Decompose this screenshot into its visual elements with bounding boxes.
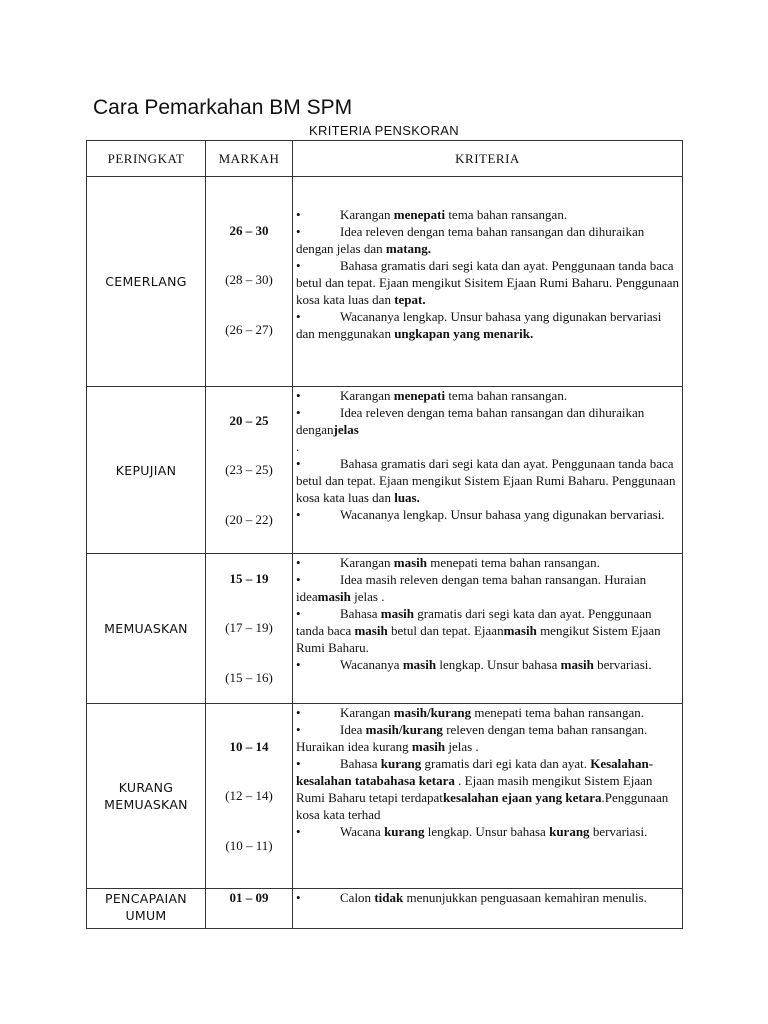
sub-range: (23 – 25) xyxy=(225,462,273,477)
table-row xyxy=(87,177,683,387)
criteria-item: • Calon tidak menunjukkan penguasaan kemahiran menulis. xyxy=(296,890,647,905)
scoring-table xyxy=(86,140,683,929)
header-criteria: KRITERIA xyxy=(293,141,683,177)
criteria-item: • Wacananya lengkap. Unsur bahasa yang digunakan bervariasi dan menggunakan ungkapan yang menarik. xyxy=(296,309,662,341)
header-marks: MARKAH xyxy=(206,141,293,177)
bullet-icon: • xyxy=(296,824,301,839)
sub-range: (26 – 27) xyxy=(225,322,273,337)
bullet-icon: • xyxy=(296,258,301,273)
criteria-item: • Bahasa gramatis dari segi kata dan ayat. Penggunaan tanda baca betul dan tepat. Ejaan mengikut Sisitem Ejaan Rumi Baharu. Penggunaan kosa kata luas dan tepat. xyxy=(296,258,680,307)
document-title: Cara Pemarkahan BM SPM xyxy=(93,96,353,119)
bullet-icon: • xyxy=(296,572,301,587)
grade-cell: KEPUJIAN xyxy=(87,387,206,554)
criteria-item: • Karangan masih/kurang menepati tema bahan ransangan. xyxy=(296,705,644,720)
sub-range: (17 – 19) xyxy=(225,620,273,635)
sub-range: (12 – 14) xyxy=(225,788,273,803)
marks-cell xyxy=(206,177,293,387)
bullet-icon: • xyxy=(296,657,301,672)
main-range: 26 – 30 xyxy=(229,223,269,238)
bullet-icon: • xyxy=(296,309,301,324)
header-grade: PERINGKAT xyxy=(87,141,206,177)
criteria-item: • Karangan menepati tema bahan ransangan. xyxy=(296,388,568,403)
grade-cell: KURANG MEMUASKAN xyxy=(87,704,206,889)
marks-cell xyxy=(206,889,293,929)
bullet-icon: • xyxy=(296,224,301,239)
bullet-icon: • xyxy=(296,890,301,905)
criteria-item: • Bahasa gramatis dari segi kata dan ayat. Penggunaan tanda baca betul dan tepat. Ejaan mengikut Sistem Ejaan Rumi Baharu. Penggunaan kosa kata luas dan luas. xyxy=(296,456,676,505)
bullet-icon: • xyxy=(296,722,301,737)
sub-range: (28 – 30) xyxy=(225,272,273,287)
criteria-item: • Karangan menepati tema bahan ransangan. xyxy=(296,207,568,222)
criteria-cell xyxy=(293,889,683,929)
bullet-icon: • xyxy=(296,388,301,403)
grade-cell: MEMUASKAN xyxy=(87,554,206,704)
marks-cell xyxy=(206,704,293,889)
grade-cell: PENCAPAIAN UMUM xyxy=(87,889,206,929)
bullet-icon: • xyxy=(296,405,301,420)
criteria-item: • Karangan masih menepati tema bahan ransangan. xyxy=(296,555,600,570)
bullet-icon: • xyxy=(296,756,301,771)
bullet-icon: • xyxy=(296,606,301,621)
table-subtitle: KRITERIA PENSKORAN xyxy=(309,123,459,138)
table-row xyxy=(87,387,683,554)
marks-cell xyxy=(206,387,293,554)
criteria-item: • Wacananya lengkap. Unsur bahasa yang digunakan bervariasi. xyxy=(296,507,665,522)
criteria-item: • Idea masih releven dengan tema bahan ransangan. Huraian ideamasih jelas . xyxy=(296,572,647,604)
bullet-icon: • xyxy=(296,507,301,522)
main-range: 15 – 19 xyxy=(229,571,269,586)
marks-cell xyxy=(206,554,293,704)
criteria-item: • Idea masih/kurang releven dengan tema bahan ransangan. Huraikan idea kurang masih jelas . xyxy=(296,722,648,754)
criteria-item: • Idea releven dengan tema bahan ransangan dan dihuraikan dengan jelas dan matang. xyxy=(296,224,645,256)
header-row xyxy=(87,141,683,177)
sub-range: (10 – 11) xyxy=(225,838,273,853)
bullet-icon: • xyxy=(296,705,301,720)
main-range: 20 – 25 xyxy=(229,413,269,428)
criteria-cell xyxy=(293,387,683,554)
grade-cell: CEMERLANG xyxy=(87,177,206,387)
bullet-icon: • xyxy=(296,555,301,570)
sub-range: (15 – 16) xyxy=(225,670,273,685)
criteria-cell xyxy=(293,554,683,704)
criteria-item: • Bahasa kurang gramatis dari egi kata dan ayat. Kesalahan-kesalahan tatabahasa ketara . Ejaan masih mengikut Sistem Ejaan Rumi Baharu tetapi terdapatkesalahan ejaan yang ketara.Penggunaan kosa kata terhad xyxy=(296,756,669,822)
criteria-item: • Idea releven dengan tema bahan ransangan dan dihuraikan denganjelas . xyxy=(296,405,645,454)
main-range: 01 – 09 xyxy=(229,890,269,905)
criteria-cell xyxy=(293,177,683,387)
criteria-item: • Wacananya masih lengkap. Unsur bahasa masih bervariasi. xyxy=(296,657,652,672)
criteria-item: • Bahasa masih gramatis dari segi kata dan ayat. Penggunaan tanda baca masih betul dan tepat. Ejaanmasih mengikut Sistem Ejaan Rumi Baharu. xyxy=(296,606,661,655)
table-row xyxy=(87,554,683,704)
bullet-icon: • xyxy=(296,207,301,222)
main-range: 10 – 14 xyxy=(229,739,269,754)
criteria-item: • Wacana kurang lengkap. Unsur bahasa kurang bervariasi. xyxy=(296,824,648,839)
bullet-icon: • xyxy=(296,456,301,471)
sub-range: (20 – 22) xyxy=(225,512,273,527)
table-row xyxy=(87,889,683,929)
table-row xyxy=(87,704,683,889)
criteria-cell xyxy=(293,704,683,889)
